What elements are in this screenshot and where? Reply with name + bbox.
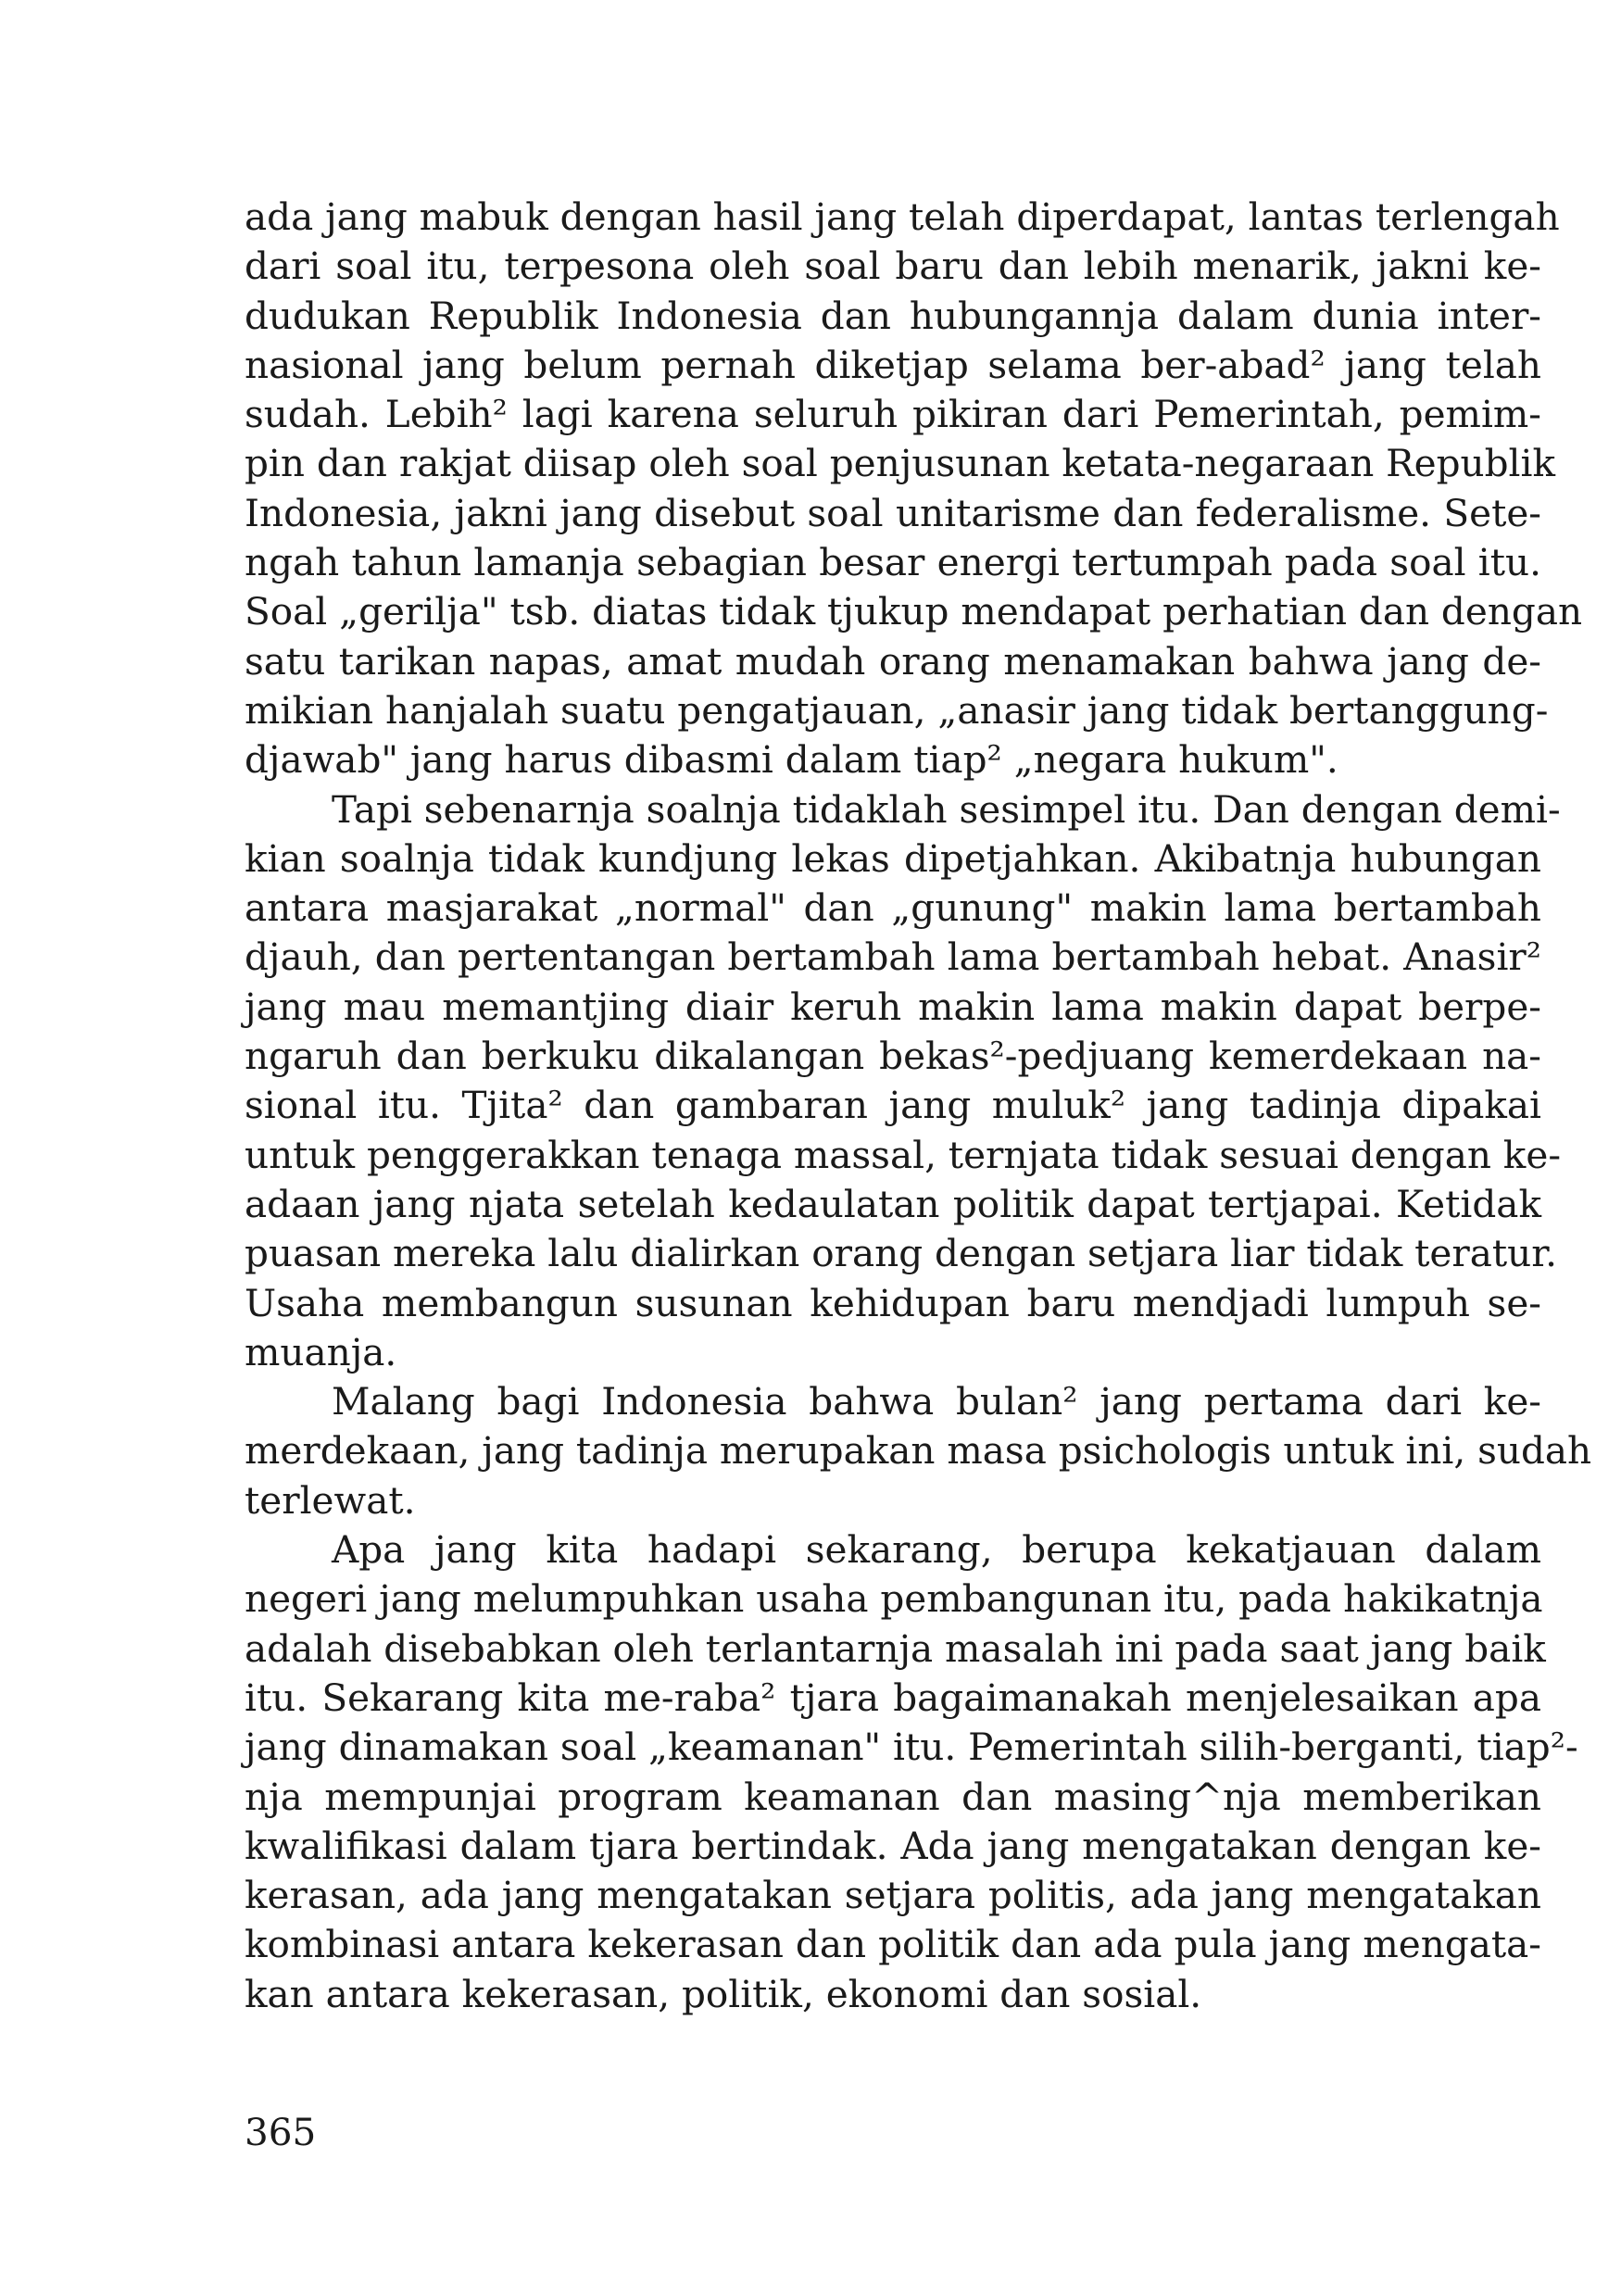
text-line: muanja.	[245, 1329, 397, 1374]
paragraph-3	[245, 1377, 1592, 1525]
text-line: Usaha membangun susunan kehidupan baru mendjadi lumpuh se-	[245, 1280, 1541, 1325]
page-number: 365	[245, 2110, 317, 2154]
text-line: satu tarikan napas, amat mudah orang menamakan bahwa jang de-	[245, 638, 1541, 684]
paragraph-2	[245, 785, 1562, 1378]
paragraph-4	[245, 1525, 1578, 2019]
text-line: nasional jang belum pernah diketjap selama ber-abad² jang telah	[245, 342, 1541, 387]
text-line: terlewat.	[245, 1477, 416, 1523]
text-line: itu. Sekarang kita me-raba² tjara bagaimanakah menjelesaikan apa	[245, 1675, 1541, 1720]
text-line: adalah disebabkan oleh terlantarnja masalah ini pada saat jang baik	[245, 1625, 1546, 1671]
text-line: kian soalnja tidak kundjung lekas dipetjahkan. Akibatnja hubungan	[245, 835, 1541, 881]
text-line: Tapi sebenarnja soalnja tidaklah sesimpel itu. Dan dengan demi-	[332, 786, 1561, 832]
text-line: kan antara kekerasan, politik, ekonomi dan sosial.	[245, 1971, 1202, 2016]
text-line: sional itu. Tjita² dan gambaran jang muluk² jang tadinja dipakai	[245, 1083, 1541, 1128]
text-line: Soal „gerilja" tsb. diatas tidak tjukup mendapat perhatian dan dengan	[245, 589, 1583, 634]
text-line: nja mempunjai program keamanan dan masing^nja memberikan	[245, 1774, 1541, 1819]
text-line: adaan jang njata setelah kedaulatan politik dapat tertjapai. Ketidak	[245, 1181, 1541, 1226]
text-line: kombinasi antara kekerasan dan politik dan ada pula jang mengata-	[245, 1922, 1541, 1967]
text-line: puasan mereka lalu dialirkan orang dengan setjara liar tidak teratur.	[245, 1231, 1558, 1276]
text-line: ngah tahun lamanja sebagian besar energi tertumpah pada soal itu.	[245, 540, 1541, 585]
text-line: jang dinamakan soal „keamanan" itu. Pemerintah silih-berganti, tiap²-	[245, 1725, 1578, 1770]
text-line: kwalifikasi dalam tjara bertindak. Ada jang mengatakan dengan ke-	[245, 1823, 1541, 1868]
text-line: Indonesia, jakni jang disebut soal unitarisme dan federalisme. Sete-	[245, 490, 1541, 535]
text-line: dari soal itu, terpesona oleh soal baru dan lebih menarik, jakni ke-	[245, 244, 1541, 289]
text-line: djawab" jang harus dibasmi dalam tiap² „negara hukum".	[245, 737, 1338, 783]
text-line: dudukan Republik Indonesia dan hubungannja dalam dunia inter-	[245, 293, 1541, 338]
paragraph-1	[245, 193, 1583, 785]
text-line: kerasan, ada jang mengatakan setjara politis, ada jang mengatakan	[245, 1873, 1541, 1918]
text-line: sudah. Lebih² lagi karena seluruh pikiran dari Pemerintah, pemim-	[245, 392, 1541, 437]
text-line: jang mau memantjing diair keruh makin lama makin dapat berpe-	[245, 984, 1541, 1029]
text-line: untuk penggerakkan tenaga massal, ternjata tidak sesuai dengan ke-	[245, 1132, 1562, 1177]
text-line: djauh, dan pertentangan bertambah lama bertambah hebat. Anasir²	[245, 935, 1541, 980]
text-line: negeri jang melumpuhkan usaha pembangunan itu, pada hakikatnja	[245, 1576, 1543, 1622]
text-line: Malang bagi Indonesia bahwa bulan² jang pertama dari ke-	[332, 1379, 1541, 1424]
text-line: ada jang mabuk dengan hasil jang telah diperdapat, lantas terlengah	[245, 194, 1560, 239]
text-line: pin dan rakjat diisap oleh soal penjusunan ketata-negaraan Republik	[245, 441, 1556, 486]
text-line: mikian hanjalah suatu pengatjauan, „anasir jang tidak bertanggung-	[245, 687, 1549, 733]
text-line: ngaruh dan berkuku dikalangan bekas²-pedjuang kemerdekaan na-	[245, 1034, 1541, 1079]
text-line: merdekaan, jang tadinja merupakan masa psichologis untuk ini, sudah	[245, 1428, 1592, 1474]
page-body	[245, 193, 1592, 2019]
text-line: Apa jang kita hadapi sekarang, berupa kekatjauan dalam	[332, 1527, 1541, 1573]
text-line: antara masjarakat „normal" dan „gunung" makin lama bertambah	[245, 885, 1541, 931]
